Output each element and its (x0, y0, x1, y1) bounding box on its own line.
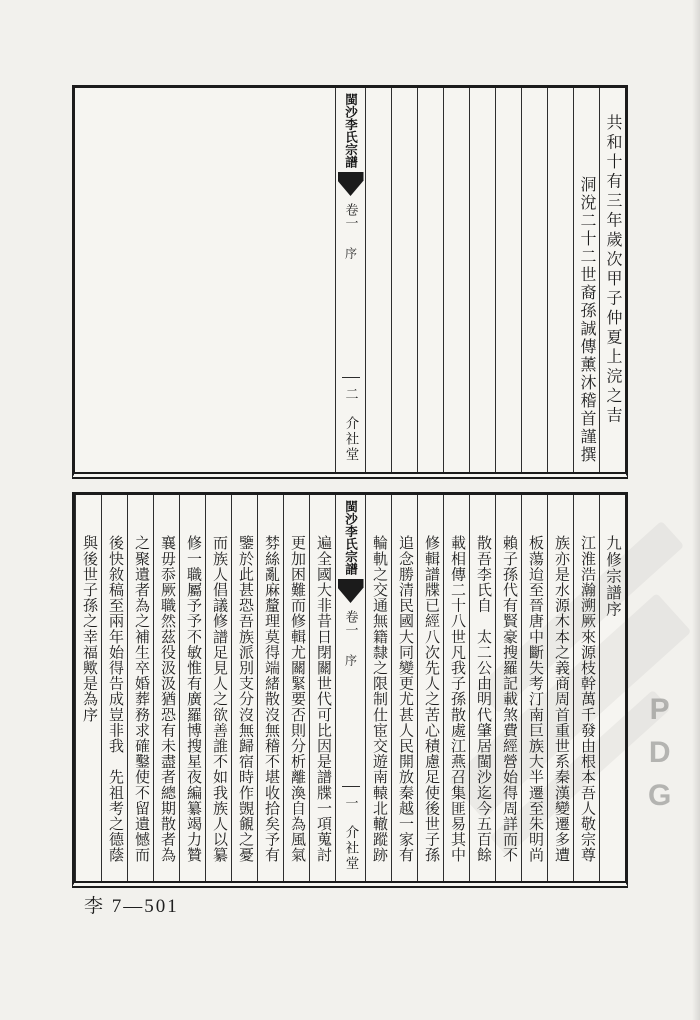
spine-rule (342, 786, 360, 787)
watermark-letter: D (648, 736, 671, 769)
text-column: 修一職屬予予不敏惟有廣羅博搜星夜編纂竭力贊 (179, 495, 205, 881)
text-column: 更加困難而修輯尤關緊要否則分析離渙自為風氣 (283, 495, 309, 881)
text-column: 追念勝清民國大同變更尤甚人民開放秦越一家有 (391, 495, 417, 881)
blank-verso-half (75, 88, 335, 472)
text-column: 鑒於此甚恐吾族派別支分沒無歸宿時作覬覦之憂 (231, 495, 257, 881)
volume-label: 卷一 (343, 610, 359, 636)
text-column: 而族人倡議修譜足見人之欲善誰不如我族人以纂 (205, 495, 231, 881)
text-column: 與後世子孫之幸福歟是為序 (75, 495, 101, 881)
hall-name: 介社堂 (343, 824, 359, 871)
section-label: 序 (343, 247, 358, 259)
empty-ruled-column (521, 88, 547, 472)
empty-ruled-column (443, 88, 469, 472)
fishtail-ornament-icon (338, 579, 364, 603)
fishtail-ornament-icon (338, 172, 364, 196)
pdg-watermark (648, 688, 671, 817)
spine-rule (342, 377, 360, 378)
page-number: 一 (343, 795, 359, 809)
bottom-page-frame (72, 492, 628, 888)
shelf-mark-label: 李 7—501 (84, 896, 179, 917)
top-date-column: 共和十有三年歲次甲子仲夏上浣之吉 (599, 88, 625, 472)
hall-name: 介社堂 (343, 415, 359, 462)
empty-ruled-column (469, 88, 495, 472)
text-column: 族亦是水源木本之義商周首重世系秦漢變遷多遭 (547, 495, 573, 881)
watermark-letter: P (649, 693, 670, 726)
empty-ruled-column (365, 88, 391, 472)
volume-label: 卷一 (343, 203, 359, 229)
empty-ruled-column (417, 88, 443, 472)
scan-edge-shadow (692, 0, 700, 1020)
text-column: 賴子孫代有賢豪搜羅記載煞費經營始得周詳而不 (495, 495, 521, 881)
section-label: 序 (343, 654, 358, 666)
text-column: 棼絲亂麻釐理莫得端緒散沒無稽不堪收拾矣予有 (257, 495, 283, 881)
top-author-column: 洞涗二十二世裔孫誠傳薰沐稽首謹撰 (573, 88, 599, 472)
empty-ruled-column (391, 88, 417, 472)
preface-title-column: 九修宗譜序 (599, 495, 625, 881)
empty-ruled-column (547, 88, 573, 472)
text-column: 江淮浩瀚溯厥來源枝幹萬千發由根本吾人敬宗尊 (573, 495, 599, 881)
text-column: 遍全國大非昔日閉關世代可比因是譜牒一項蒐討 (309, 495, 335, 881)
book-title: 閩沙李氏宗譜 (343, 93, 358, 168)
top-page-frame (72, 85, 628, 479)
watermark-letter: G (648, 779, 672, 812)
text-column: 散吾李氏自 太二公由明代肇居閩沙迄今五百餘 (469, 495, 495, 881)
bottom-spine-column (335, 495, 365, 881)
text-column: 板蕩迨至晉唐中斷失考汀南巨族大半遷至朱明尚 (521, 495, 547, 881)
text-column: 襄毋忝厥職然茲役汲汲猶恐有未盡者總期散者為 (153, 495, 179, 881)
page-number: 二 (343, 386, 359, 400)
book-title: 閩沙李氏宗譜 (343, 500, 358, 575)
text-column: 之聚遺者為之補生卒婚葬務求確鑿使不留遺憾而 (127, 495, 153, 881)
empty-ruled-column (495, 88, 521, 472)
text-column: 輪軌之交通無籍隸之限制仕宦交遊南轅北轍蹤跡 (365, 495, 391, 881)
top-spine-column (335, 88, 365, 472)
text-column: 後快敘稿至兩年始得告成豈非我 先祖考之德蔭 (101, 495, 127, 881)
text-column: 載相傳二十八世凡我子孫散處江燕召集匪易其中 (443, 495, 469, 881)
text-column: 修輯譜牒已經八次先人之苦心積慮足使後世子孫 (417, 495, 443, 881)
